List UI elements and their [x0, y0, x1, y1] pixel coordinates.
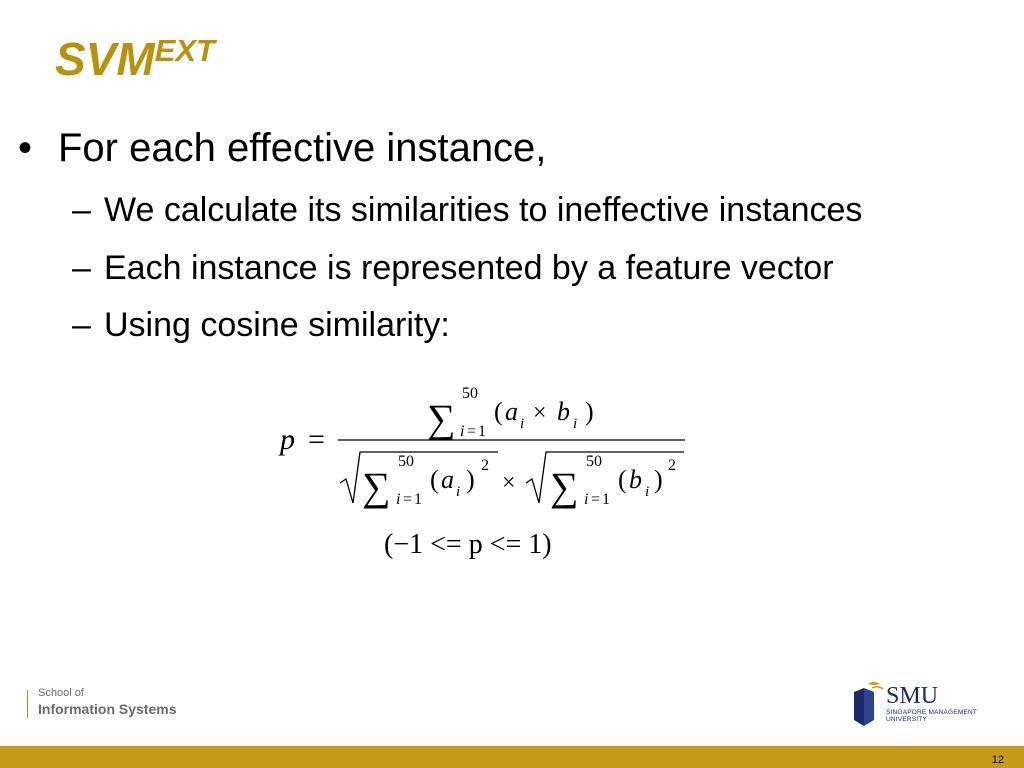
numerator-sub-a: i	[520, 416, 525, 432]
right-exponent: 2	[668, 457, 676, 474]
left-exponent: 2	[481, 457, 489, 474]
smu-crest-icon	[850, 680, 890, 730]
numerator-lower-start: 1	[478, 423, 486, 440]
numerator-var-b: b	[557, 397, 570, 426]
bullet-mark: •	[18, 126, 33, 170]
page-number: 12	[991, 754, 1004, 766]
smu-logo-text	[886, 683, 977, 723]
footer-divider	[27, 690, 28, 718]
title-main: SVM	[55, 33, 155, 85]
formula-lhs: p	[280, 423, 295, 456]
denominator-times: ×	[502, 470, 516, 496]
right-upper-limit: 50	[586, 453, 602, 470]
numerator-upper-limit: 50	[462, 385, 478, 402]
sub-bullet-text: Using cosine similarity:	[104, 306, 450, 344]
denominator-sum-left: ∑	[362, 464, 391, 509]
left-lower-index: i	[396, 491, 401, 508]
left-rparen: )	[466, 465, 475, 494]
sub-bullet-dash: –	[72, 306, 91, 344]
school-line1: School of	[38, 687, 84, 699]
left-lower-start: 1	[414, 491, 422, 508]
bullet-text: For each effective instance,	[58, 126, 547, 170]
numerator-lower-index: i	[460, 423, 465, 440]
left-sub-a: i	[456, 484, 461, 500]
left-lparen: (	[430, 465, 439, 494]
school-name	[38, 687, 176, 718]
left-lower-eq: =	[403, 491, 413, 508]
sub-bullet-dash: –	[72, 249, 91, 287]
numerator-times: ×	[533, 400, 547, 426]
formula-range: (−1 <= p <= 1)	[384, 529, 552, 560]
formula-equals: =	[308, 423, 325, 456]
numerator-lparen: (	[494, 397, 503, 426]
right-rparen: )	[654, 465, 663, 494]
left-var-a: a	[441, 465, 454, 494]
right-var-b: b	[629, 465, 642, 494]
numerator-sum: ∑	[427, 396, 456, 441]
numerator-lower-eq: =	[467, 423, 477, 440]
right-lower-eq: =	[591, 491, 601, 508]
right-sub-b: i	[645, 484, 650, 500]
logo-subtitle-2: UNIVERSITY	[886, 716, 928, 723]
logo-subtitle-1: SINGAPORE MANAGEMENT	[886, 709, 978, 716]
bottom-accent-bar	[0, 746, 1024, 768]
numerator-sub-b: i	[573, 416, 578, 432]
right-lparen: (	[618, 465, 627, 494]
sub-bullet-dash: –	[72, 191, 91, 229]
logo-name: SMU	[886, 683, 939, 709]
sub-bullet-text: We calculate its similarities to ineffective instances	[104, 191, 863, 229]
numerator-rparen: )	[585, 397, 594, 426]
denominator-sum-right: ∑	[550, 464, 579, 509]
school-line2: Information Systems	[38, 701, 177, 717]
sub-bullet-text: Each instance is represented by a feature vector	[104, 249, 834, 287]
left-upper-limit: 50	[398, 453, 414, 470]
numerator-var-a: a	[505, 397, 518, 426]
right-lower-index: i	[584, 491, 589, 508]
title-superscript: EXT	[154, 33, 215, 68]
right-lower-start: 1	[602, 491, 610, 508]
